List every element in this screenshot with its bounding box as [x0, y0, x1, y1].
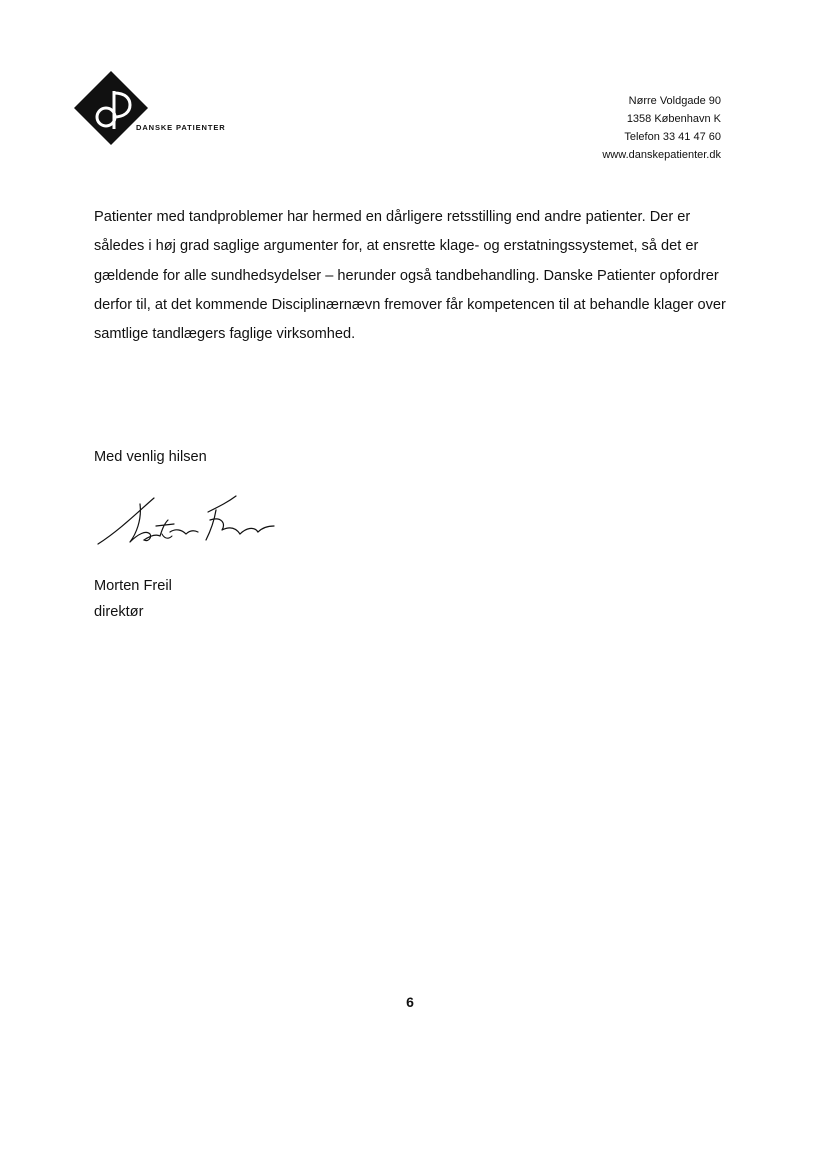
address-street: Nørre Voldgade 90 [628, 95, 721, 107]
diamond-dp-logo-icon [74, 71, 154, 145]
closing-greeting: Med venlig hilsen [94, 449, 207, 465]
signer-block [94, 573, 172, 625]
address-website: www.danskepatienter.dk [602, 149, 721, 161]
signer-title: direktør [94, 604, 144, 620]
letter-body-paragraph: Patienter med tandproblemer har hermed en dårligere retsstilling end andre patienter. Der er således i høj grad saglige argumenter for, at ensrette klage- og erstatningssystemet, så det er gældende for alle sundhedsydelser – herunder også tandbehandling. Danske Patienter opfordrer derfor til, at det kommende Disciplinærnævn fremover får kompetencen til at behandle klager over samtlige tandlægers faglige virksomhed. [94, 209, 726, 343]
page-number: 6 [406, 994, 414, 1010]
organization-name: DANSKE PATIENTER [136, 123, 226, 132]
handwritten-signature [90, 490, 280, 550]
letterhead-address [602, 92, 721, 164]
address-city: 1358 København K [626, 113, 721, 125]
address-phone: Telefon 33 41 47 60 [624, 131, 721, 143]
danske-patienter-logo [74, 71, 224, 145]
signer-name: Morten Freil [94, 578, 172, 594]
